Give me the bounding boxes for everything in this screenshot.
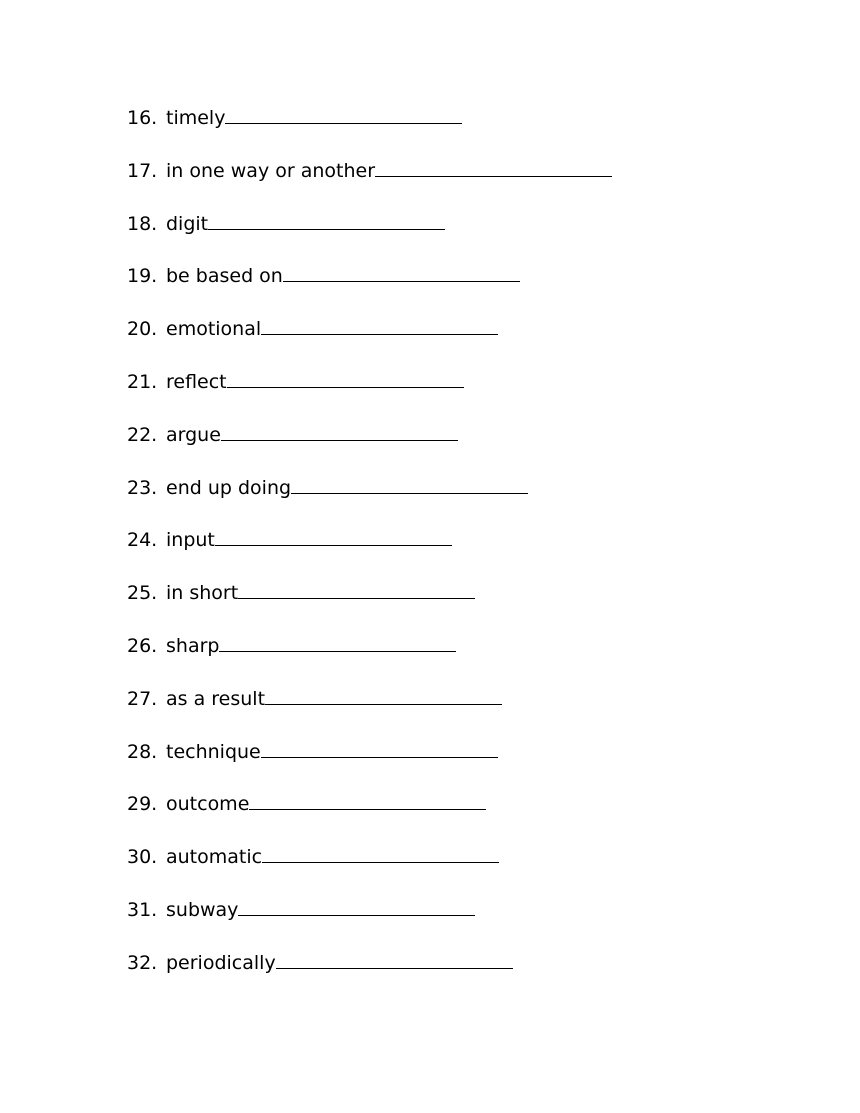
answer-blank-line[interactable] xyxy=(249,791,486,810)
vocabulary-list xyxy=(127,105,612,1003)
item-number: 30. xyxy=(127,846,158,869)
item-term: input xyxy=(166,529,215,552)
list-item xyxy=(127,369,612,422)
item-number: 27. xyxy=(127,687,158,710)
item-number: 21. xyxy=(127,370,158,393)
item-number: 22. xyxy=(127,423,158,446)
item-number: 28. xyxy=(127,740,158,763)
item-number: 19. xyxy=(127,265,158,288)
answer-blank-line[interactable] xyxy=(276,950,513,969)
list-item xyxy=(127,422,612,475)
list-item xyxy=(127,316,612,369)
item-number: 18. xyxy=(127,212,158,235)
list-item xyxy=(127,633,612,686)
item-term: digit xyxy=(166,212,209,235)
item-term: in one way or another xyxy=(166,159,375,182)
item-term: timely xyxy=(166,107,226,129)
item-term: periodically xyxy=(166,951,276,974)
list-item xyxy=(127,686,612,739)
answer-blank-line[interactable] xyxy=(219,633,456,652)
item-number: 26. xyxy=(127,634,158,657)
list-item xyxy=(127,475,612,528)
answer-blank-line[interactable] xyxy=(221,422,458,441)
item-number: 32. xyxy=(127,951,158,974)
item-term: reflect xyxy=(166,370,227,393)
item-number: 23. xyxy=(127,476,158,499)
answer-blank-line[interactable] xyxy=(265,686,502,705)
list-item xyxy=(127,527,612,580)
item-number: 29. xyxy=(127,793,158,816)
item-number: 17. xyxy=(127,159,158,182)
item-number: 31. xyxy=(127,898,158,921)
item-term: automatic xyxy=(166,846,263,869)
list-item xyxy=(127,105,612,158)
item-number: 20. xyxy=(127,318,158,341)
answer-blank-line[interactable] xyxy=(215,527,452,546)
answer-blank-line[interactable] xyxy=(262,844,499,863)
item-number: 16. xyxy=(127,107,158,129)
item-term: be based on xyxy=(166,265,283,288)
list-item xyxy=(127,580,612,633)
item-term: outcome xyxy=(166,793,250,816)
list-item xyxy=(127,263,612,316)
answer-blank-line[interactable] xyxy=(261,316,498,335)
answer-blank-line[interactable] xyxy=(375,158,612,177)
item-term: as a result xyxy=(166,687,266,710)
item-number: 24. xyxy=(127,529,158,552)
list-item xyxy=(127,158,612,211)
list-item xyxy=(127,897,612,950)
item-term: technique xyxy=(166,740,261,763)
item-term: emotional xyxy=(166,318,262,341)
answer-blank-line[interactable] xyxy=(238,897,475,916)
list-item xyxy=(127,739,612,792)
list-item xyxy=(127,791,612,844)
list-item xyxy=(127,950,612,1003)
answer-blank-line[interactable] xyxy=(208,211,445,230)
answer-blank-line[interactable] xyxy=(238,580,475,599)
item-number: 25. xyxy=(127,582,158,605)
answer-blank-line[interactable] xyxy=(261,739,498,758)
item-term: end up doing xyxy=(166,476,292,499)
answer-blank-line[interactable] xyxy=(291,475,528,494)
item-term: argue xyxy=(166,423,221,446)
list-item xyxy=(127,844,612,897)
item-term: sharp xyxy=(166,634,220,657)
item-term: subway xyxy=(166,898,239,921)
answer-blank-line[interactable] xyxy=(283,263,520,282)
answer-blank-line[interactable] xyxy=(227,369,464,388)
list-item xyxy=(127,211,612,264)
answer-blank-line[interactable] xyxy=(225,105,462,124)
item-term: in short xyxy=(166,582,239,605)
